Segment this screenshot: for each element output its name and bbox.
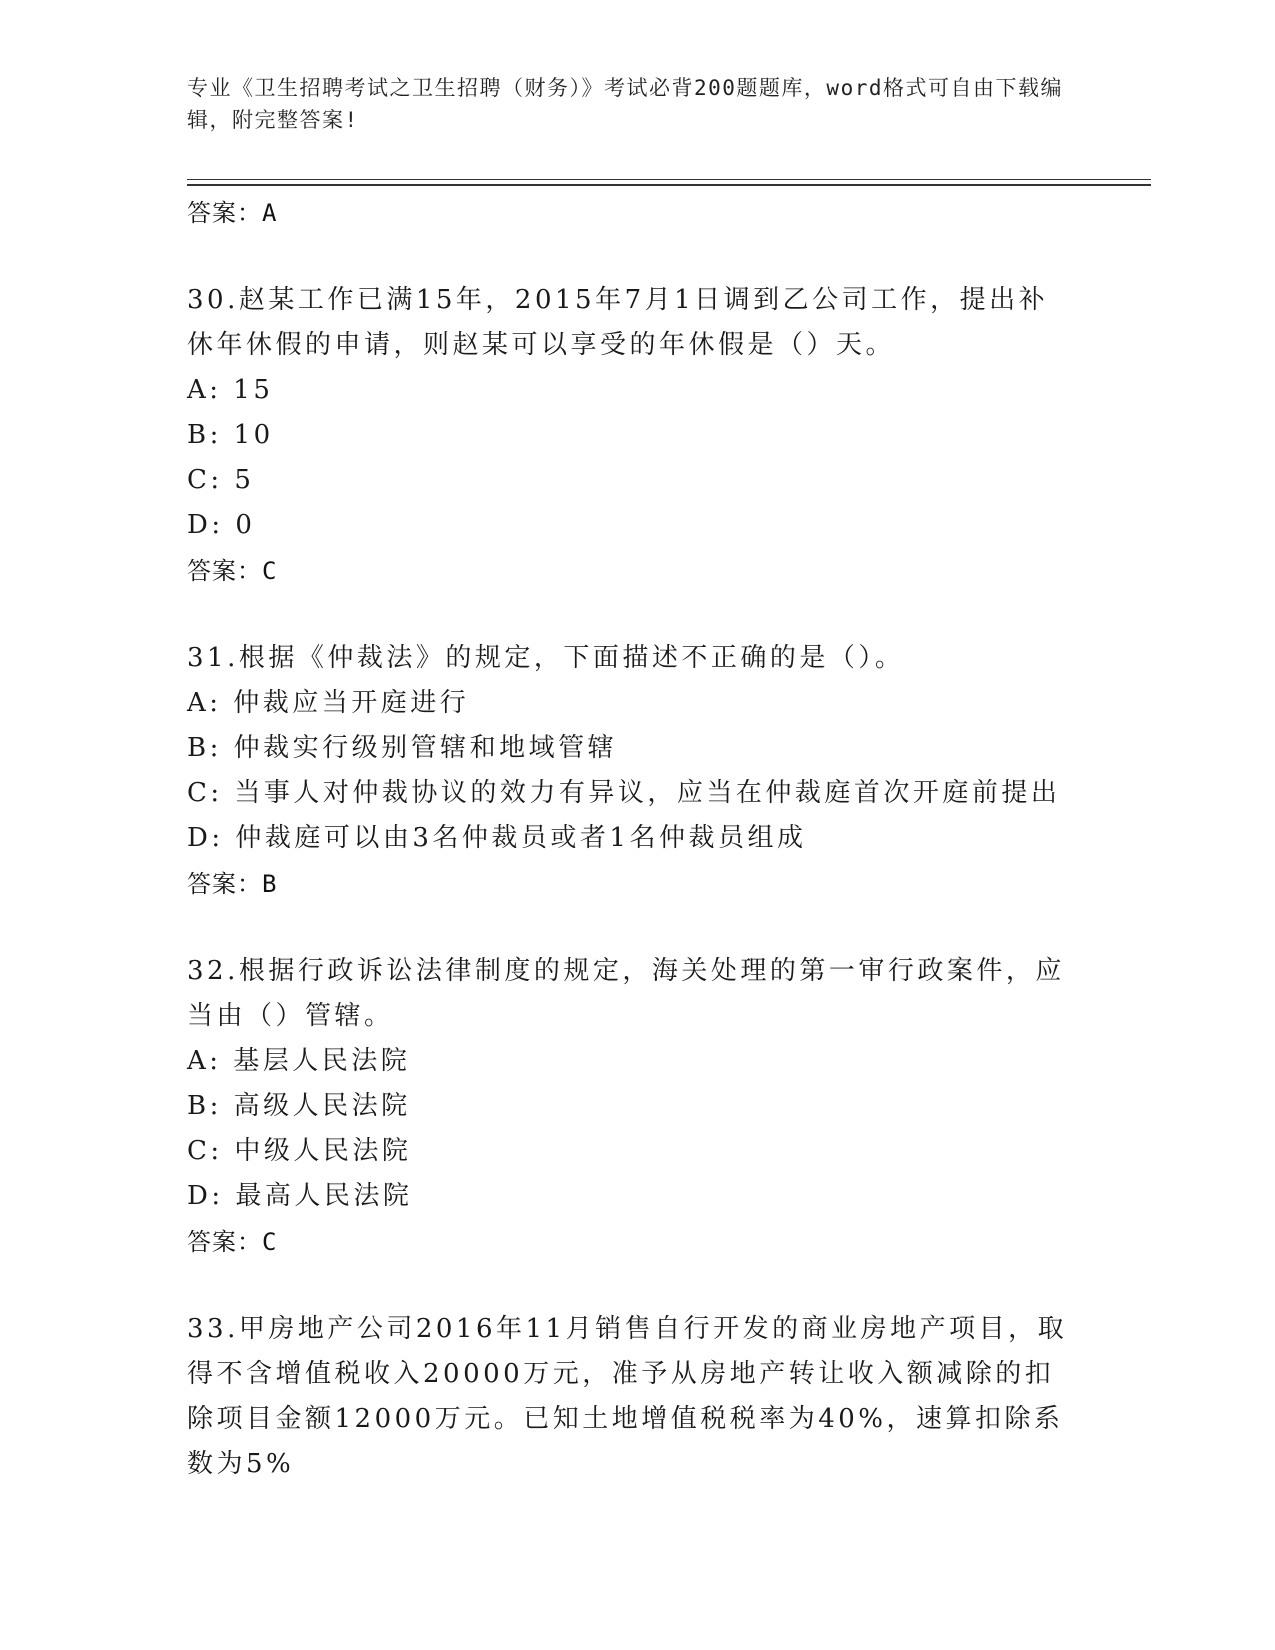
option-c: C: 中级人民法院 [187, 1136, 412, 1166]
answer-line: 答案：A [187, 199, 278, 227]
option-d: D: 0 [187, 510, 256, 540]
question-stem: 31.根据《仲裁法》的规定，下面描述不正确的是（）。 [187, 643, 905, 673]
option-c: C: 5 [187, 465, 255, 495]
question-30 [187, 278, 1077, 594]
page-header: 专业《卫生招聘考试之卫生招聘（财务）》考试必背200题题库，word格式可自由下载编辑，附完整答案! [187, 76, 1063, 132]
answer-line: 答案：C [187, 1228, 278, 1256]
option-d: D: 仲裁庭可以由3名仲裁员或者1名仲裁员组成 [187, 823, 807, 853]
header-divider-thin [187, 179, 1151, 180]
question-31 [187, 636, 1077, 907]
question-stem: 30.赵某工作已满15年，2015年7月1日调到乙公司工作，提出补休年休假的申请，则赵某可以享受的年休假是（）天。 [187, 285, 1049, 360]
option-d: D: 最高人民法院 [187, 1181, 413, 1211]
option-c: C: 当事人对仲裁协议的效力有异议，应当在仲裁庭首次开庭前提出 [187, 778, 1061, 808]
question-stem: 32.根据行政诉讼法律制度的规定，海关处理的第一审行政案件，应当由（）管辖。 [187, 956, 1065, 1031]
question-32 [187, 949, 1077, 1265]
option-b: B: 10 [187, 420, 274, 450]
question-list [187, 190, 1077, 1487]
option-a: A: 15 [187, 375, 274, 405]
option-b: B: 仲裁实行级别管辖和地域管辖 [187, 733, 618, 763]
option-b: B: 高级人民法院 [187, 1091, 411, 1121]
question-stem: 33.甲房地产公司2016年11月销售自行开发的商业房地产项目，取得不含增值税收入20000万元，准予从房地产转让收入额减除的扣除项目金额12000万元。已知土地增值税税率为40%，速算扣除系数为5% [187, 1314, 1068, 1479]
answer-line: 答案：C [187, 557, 278, 585]
question-33 [187, 1307, 1077, 1487]
header-divider-thick [187, 184, 1151, 186]
answer-line: 答案：B [187, 870, 278, 898]
option-a: A: 仲裁应当开庭进行 [187, 688, 470, 718]
option-a: A: 基层人民法院 [187, 1046, 411, 1076]
